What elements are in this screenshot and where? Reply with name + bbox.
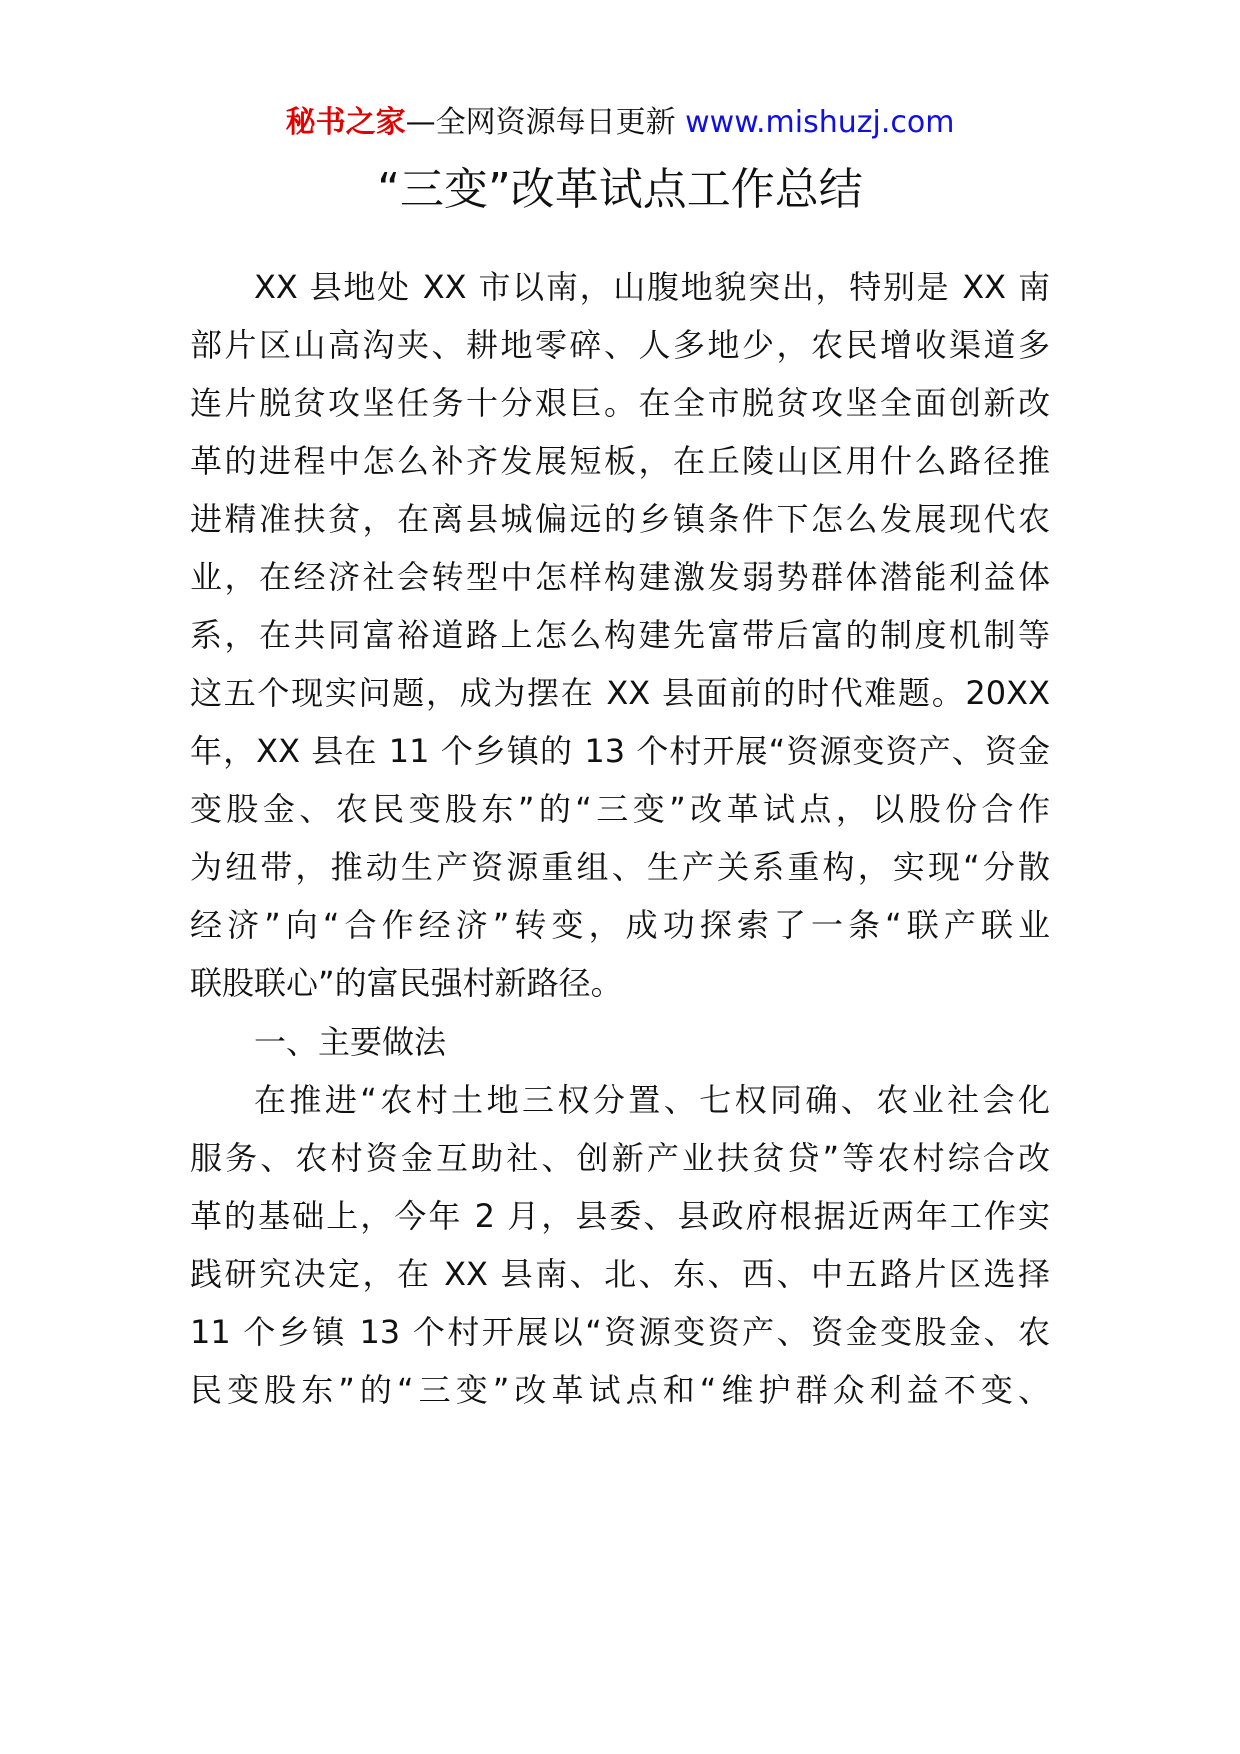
paragraph-1-line: 连片脱贫攻坚任务十分艰巨。在全市脱贫攻坚全面创新改 <box>190 384 1050 422</box>
paragraph-1-line: 系，在共同富裕道路上怎么构建先富带后富的制度机制等 <box>190 616 1050 654</box>
paragraph-2-line: 11 个乡镇 13 个村开展以“资源变资产、资金变股金、农 <box>190 1313 1050 1351</box>
paragraph-1-line: 革的进程中怎么补齐发展短板，在丘陵山区用什么路径推 <box>190 442 1050 480</box>
paragraph-2-line: 在推进“农村土地三权分置、七权同确、农业社会化 <box>254 1081 1050 1119</box>
site-url-link[interactable]: www.mishuzj.com <box>685 105 955 140</box>
paragraph-1-line: 年，XX 县在 11 个乡镇的 13 个村开展“资源变资产、资金 <box>190 732 1050 770</box>
paragraph-2-line: 服务、农村资金互助社、创新产业扶贫贷”等农村综合改 <box>190 1139 1050 1177</box>
paragraph-1-line: 部片区山高沟夹、耕地零碎、人多地少，农民增收渠道多 <box>190 326 1050 364</box>
paragraph-1-line: 经济”向“合作经济”转变，成功探索了一条“联产联业 <box>190 906 1050 944</box>
paragraph-1-line: 这五个现实问题，成为摆在 XX 县面前的时代难题。20XX <box>190 674 1050 712</box>
paragraph-1-line: 为纽带，推动生产资源重组、生产关系重构，实现“分散 <box>190 848 1050 886</box>
paragraph-2-line: 践研究决定，在 XX 县南、北、东、西、中五路片区选择 <box>190 1255 1050 1293</box>
document-title: “三变”改革试点工作总结 <box>377 164 863 215</box>
paragraph-2-line: 革的基础上，今年 2 月，县委、县政府根据近两年工作实 <box>190 1197 1050 1235</box>
section-heading: 一、主要做法 <box>254 1023 447 1061</box>
site-tagline: —全网资源每日更新 <box>405 105 686 140</box>
site-header <box>0 103 1240 143</box>
paragraph-2-line: 民变股东”的“三变”改革试点和“维护群众利益不变、 <box>190 1371 1050 1409</box>
paragraph-1-line: 进精准扶贫，在离县城偏远的乡镇条件下怎么发展现代农 <box>190 500 1050 538</box>
paragraph-1-line: 联股联心”的富民强村新路径。 <box>190 964 623 1002</box>
paragraph-1-line: 变股金、农民变股东”的“三变”改革试点，以股份合作 <box>190 790 1050 828</box>
site-name: 秘书之家 <box>285 105 406 140</box>
paragraph-1-line: XX 县地处 XX 市以南，山腹地貌突出，特别是 XX 南 <box>254 268 1050 306</box>
paragraph-1-line: 业，在经济社会转型中怎样构建激发弱势群体潜能利益体 <box>190 558 1050 596</box>
